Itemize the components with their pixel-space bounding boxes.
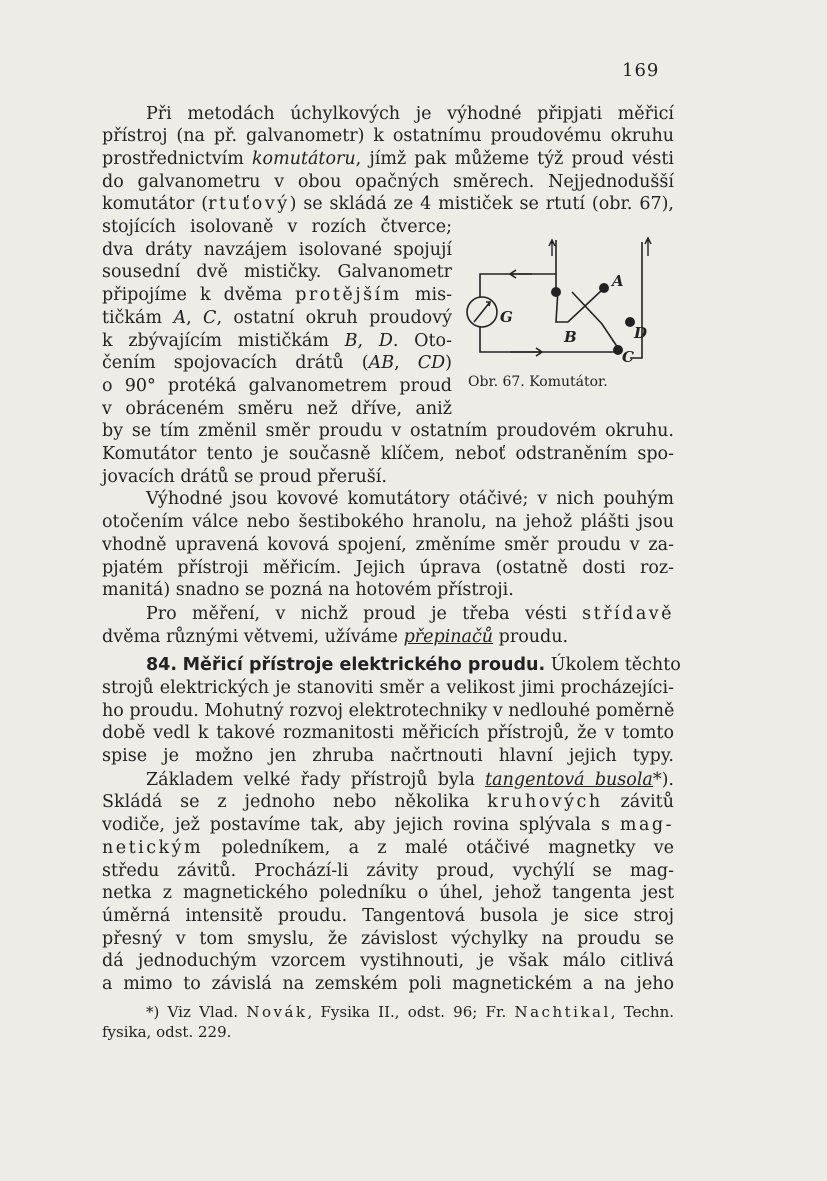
section-number: 84.: [146, 655, 178, 675]
para4-line-10: a mimo to závislá na zemském poli magnetickém a na jeho: [102, 974, 674, 994]
page-number: 169: [622, 60, 660, 81]
para1-line-7: dva dráty navzájem isolované spojují: [102, 240, 452, 260]
text-run: čením spojovacích drátů (: [102, 353, 369, 373]
label-d: D: [378, 331, 393, 351]
spaced-rtutovy: rtuťový: [208, 194, 290, 214]
spaced-kruhovych: kruhových: [487, 792, 603, 812]
spaced-author: Nachtikal: [514, 1003, 611, 1021]
text-run: poledníkem, a z malé otáčivé magnetky ve: [203, 838, 674, 858]
para1-line-15: by se tím změnil směr proudu v ostatním proudovém okruhu.: [102, 421, 674, 441]
emphasis-prepinacu: přepinačů: [403, 627, 494, 647]
label-c: C: [203, 308, 217, 328]
text-run: *).: [652, 770, 674, 790]
para1-line-14: v obráceném směru než dříve, aniž: [102, 399, 452, 419]
text-run: Základem velké řady přístrojů byla: [146, 770, 486, 790]
text-run: závitů: [602, 792, 674, 812]
text-run: ,: [394, 353, 418, 373]
para4-line-5: středu závitů. Prochází-li závity proud, vychýlí se mag-: [102, 861, 674, 881]
section-line-5: spise je možno jen zhruba načrtnouti hlavní jejich typy.: [102, 746, 674, 766]
text-run: k zbývajícím mističkám: [102, 331, 345, 351]
para4-line-4: [102, 838, 674, 858]
text-run: připojíme k dvěma: [102, 285, 296, 305]
label-fig-a: A: [612, 272, 624, 290]
label-fig-b: B: [564, 328, 577, 346]
label-ab: AB: [368, 353, 395, 373]
para4-line-3: [102, 815, 674, 835]
spaced-netickym: netickým: [102, 838, 204, 858]
cup-b: [551, 287, 561, 297]
text-run: ,: [357, 331, 379, 351]
text-run: tičkám: [102, 308, 174, 328]
para1-line-13: o 90° protéká galvanometrem proud: [102, 376, 452, 396]
text-run: *) Viz Vlad.: [146, 1003, 247, 1021]
label-cd: CD: [417, 353, 446, 373]
para4-line-7: úměrná intensitě proudu. Tangentová busola je sice stroj: [102, 906, 674, 926]
section-line-3: ho proudu. Mohutný rozvoj elektrotechniky v nedlouhé poměrně: [102, 701, 675, 721]
arrow-up-1: [549, 240, 555, 256]
text-run: ,: [186, 308, 204, 328]
para1-line-8: sousední dvě mističky. Galvanometr: [102, 262, 452, 282]
para1-line-3: [102, 149, 674, 169]
text-run: . Oto-: [392, 331, 452, 351]
text-run: Úkolem těchto: [550, 655, 681, 675]
arrow-left: [510, 270, 532, 278]
arrow-up-2: [645, 238, 651, 256]
section-line-2: strojů elektrických je stanoviti směr a velikost jimi procházejíci-: [102, 678, 674, 698]
figure-komutator: [452, 232, 682, 392]
label-fig-d: D: [634, 324, 648, 342]
footnote-line-2: fysika, odst. 229.: [102, 1023, 232, 1041]
label-a: A: [173, 308, 187, 328]
spaced-stridave: střídavě: [582, 604, 674, 624]
text-run: prostřednictvím: [102, 149, 252, 169]
spaced-protejsim: protějším: [295, 285, 402, 305]
spaced-mag: mag-: [619, 815, 674, 835]
text-run: Skládá se z jednoho nebo několika: [102, 792, 488, 812]
arrow-right: [510, 348, 542, 356]
text-run: ) se skládá ze 4 mističek se rtutí (obr. 67),: [289, 194, 674, 214]
para1-line-6: stojících isolovaně v rozích čtverce;: [102, 217, 452, 237]
footnote-line-1: [146, 1003, 674, 1022]
para1-line-12: [102, 353, 452, 373]
para2-line-4: pjatém přístroji měřicím. Jejich úprava (ostatně dosti roz-: [102, 558, 674, 578]
emphasis-komutatoru: komutátoru: [251, 149, 356, 169]
para4-line-8: přesný v tom smyslu, že závislost výchylky na proudu se: [102, 929, 674, 949]
para2-line-2: otočením válce nebo šestibokého hranolu, na jehož plášti jsou: [102, 512, 674, 532]
text-run: mis-: [401, 285, 452, 305]
para4-line-2: [102, 792, 674, 812]
para1-line-10: [102, 308, 452, 328]
text-run: ): [445, 353, 452, 373]
section-heading-line: [146, 655, 681, 675]
text-run: , Fysika II., odst. 96; Fr.: [307, 1003, 515, 1021]
para4-line-1: [146, 770, 674, 790]
section-title: Měřicí přístroje elektrického proudu.: [182, 655, 546, 675]
text-run: Pro měření, v nichž proud je třeba vésti: [146, 604, 583, 624]
text-run: , jímž pak můžeme týž proud vésti: [355, 149, 674, 169]
label-b: B: [344, 331, 358, 351]
label-fig-c: C: [622, 348, 634, 366]
emphasis-tangentova-busola: tangentová busola: [485, 770, 653, 790]
cup-a: [599, 283, 609, 293]
para1-line-2: přístroj (na př. galvanometr) k ostatnímu proudovému okruhu: [102, 126, 674, 146]
para3-line-2: [102, 627, 674, 647]
para4-line-9: dá jednoduchým vzorcem vystihnouti, je však málo citlivá: [102, 951, 674, 971]
para1-line-5: [102, 194, 674, 214]
text-run: komutátor (: [102, 194, 209, 214]
commutator-diagram: [452, 232, 682, 372]
figure-caption: Obr. 67. Komutátor.: [468, 374, 608, 390]
para1-line-16: Komutátor tento je současně klíčem, neboť odstraněním spo-: [102, 444, 674, 464]
connector-ab: [556, 286, 606, 322]
connector-cd: [572, 292, 618, 348]
text-run: , Techn.: [610, 1003, 675, 1021]
para1-line-9: [102, 285, 452, 305]
section-line-4: době vedl k takové rozmanitosti měřicích přístrojů, že v tomto: [102, 723, 674, 743]
para2-line-3: vhodně upravená kovová spojení, změníme směr proudu v za-: [102, 535, 674, 555]
para1-line-17: jovacích drátů se proud přeruší.: [102, 467, 387, 487]
para3-line-1: [146, 604, 674, 624]
text-run: proudu.: [493, 627, 569, 647]
para2-line-1: Výhodné jsou kovové komutátory otáčivé; v nich pouhým: [146, 489, 674, 509]
spaced-author: Novák: [246, 1003, 308, 1021]
para1-line-1: Při metodách úchylkových je výhodné připjati měřicí: [146, 104, 674, 124]
text-run: vodiče, jež postavíme tak, aby jejich rovina splývala s: [102, 815, 620, 835]
para4-line-6: netka z magnetického poledníku o úhel, jehož tangenta jest: [102, 883, 674, 903]
para2-line-5: manitá) snadno se pozná na hotovém přístroji.: [102, 580, 514, 600]
para1-line-11: [102, 331, 452, 351]
para1-line-4: do galvanometru v obou opačných směrech. Nejjednodušší: [102, 172, 674, 192]
text-run: dvěma různými větvemi, užíváme: [102, 627, 404, 647]
label-fig-g: G: [500, 308, 513, 326]
text-run: , ostatní okruh proudový: [216, 308, 452, 328]
